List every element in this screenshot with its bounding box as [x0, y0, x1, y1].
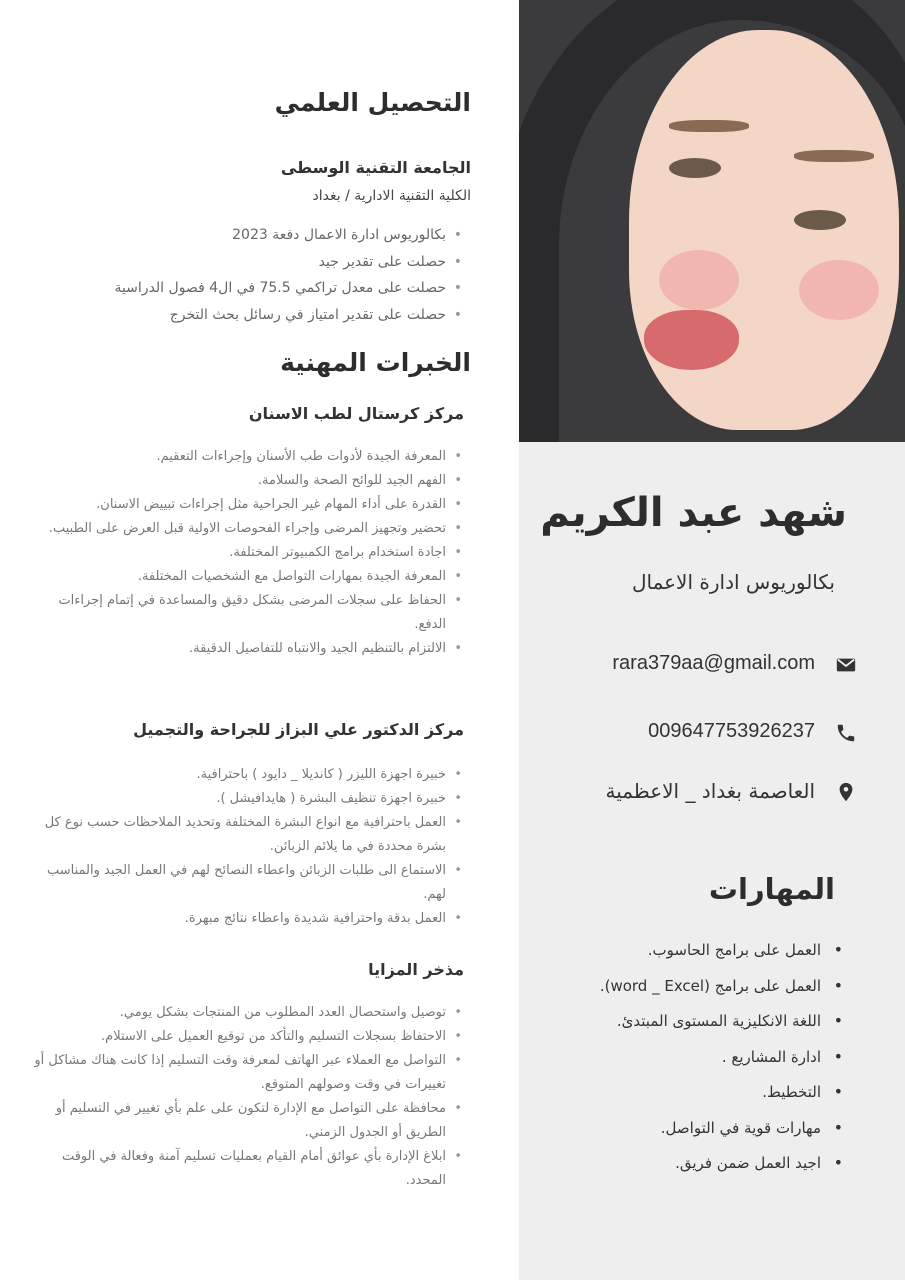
university-name: الجامعة التقنية الوسطى	[280, 158, 471, 177]
list-item: • الالتزام بالتنظيم الجيد والانتباه للتفاصيل الدقيقة.	[34, 637, 464, 661]
list-item: • خبيرة اجهزة تنظيف البشرة ( هايدافيشل ).	[34, 787, 464, 811]
list-item: • اجادة استخدام برامج الكمبيوتر المختلفة.	[34, 541, 464, 565]
scarf-shape	[519, 0, 905, 442]
college-name: الكلية التقنية الادارية / بغداد	[312, 188, 471, 204]
list-item: • ادارة المشاريع .	[545, 1045, 845, 1081]
phone-text[interactable]: 009647753926237	[648, 720, 815, 742]
address-row	[519, 775, 905, 809]
list-item: • الاستماع الى طلبات الزبائن واعطاء النصائح لهم في العمل الجيد والمناسب لهم.	[34, 859, 464, 907]
job-duties-list	[34, 763, 464, 931]
list-item: • العمل بدقة واحترافية شديدة واعطاء نتائج مبهرة.	[34, 907, 464, 931]
job-place: مذخر المزايا	[368, 960, 464, 979]
skills-list	[545, 938, 845, 1187]
job-place: مركز كرستال لطب الاسنان	[248, 404, 464, 423]
list-item: • المعرفة الجيدة لأدوات طب الأسنان وإجراءات التعقيم.	[34, 445, 464, 469]
education-title: التحصيل العلمي	[274, 88, 471, 117]
list-item: • الحفاظ على سجلات المرضى بشكل دقيق والمساعدة في إتمام إجراءات الدفع.	[34, 589, 464, 637]
job-duties-list	[34, 1001, 464, 1193]
list-item: • العمل على برامج الحاسوب.	[545, 938, 845, 974]
phone-row	[519, 716, 905, 750]
envelope-icon	[835, 654, 857, 676]
list-item: • الفهم الجيد للوائح الصحة والسلامة.	[34, 469, 464, 493]
email-row	[519, 648, 905, 682]
list-item: • حصلت على تقدير امتياز في رسائل بحث التخرج	[34, 302, 464, 329]
list-item: • مهارات قوية في التواصل.	[545, 1116, 845, 1152]
list-item: • المعرفة الجيدة بمهارات التواصل مع الشخصيات المختلفة.	[34, 565, 464, 589]
list-item: • التواصل مع العملاء عبر الهاتف لمعرفة وقت التسليم إذا كانت هناك مشاكل أو تغييرات في وقت وصولهم المتوقع.	[34, 1049, 464, 1097]
person-name: شهد عبد الكريم	[540, 490, 847, 536]
job-place: مركز الدكتور علي البزاز للجراحة والتجميل	[133, 720, 464, 739]
list-item: • حصلت على معدل تراكمي 75.5 في ال4 فصول الدراسية	[34, 275, 464, 302]
person-degree: بكالوريوس ادارة الاعمال	[631, 570, 835, 594]
list-item: • اجيد العمل ضمن فريق.	[545, 1151, 845, 1187]
skills-title: المهارات	[708, 872, 835, 906]
list-item: • خبيرة اجهزة الليزر ( كانديلا _ دايود ) باحترافية.	[34, 763, 464, 787]
list-item: • توصيل واستحصال العدد المطلوب من المنتجات بشكل يومي.	[34, 1001, 464, 1025]
list-item: • ابلاغ الإدارة بأي عوائق أمام القيام بعمليات تسليم آمنة وفعالة في الوقت المحدد.	[34, 1145, 464, 1193]
education-list	[34, 222, 464, 328]
list-item: • اللغة الانكليزية المستوى المبتدئ.	[545, 1009, 845, 1045]
list-item: • العمل باحترافية مع انواع البشرة المختلفة وتحديد الملاحظات حسب نوع كل بشرة محددة في ما يلائم الزبائن.	[34, 811, 464, 859]
address-text: العاصمة بغداد _ الاعظمية	[605, 779, 815, 803]
experience-title: الخبرات المهنية	[280, 348, 471, 377]
list-item: • بكالوريوس ادارة الاعمال دفعة 2023	[34, 222, 464, 249]
list-item: • الاحتفاظ بسجلات التسليم والتأكد من توقيع العميل على الاستلام.	[34, 1025, 464, 1049]
location-pin-icon	[835, 781, 857, 803]
list-item: • تحضير وتجهيز المرضى وإجراء الفحوصات الاولية قبل العرض على الطبيب.	[34, 517, 464, 541]
sidebar	[519, 0, 905, 1280]
list-item: • القدرة على أداء المهام غير الجراحية مثل إجراءات تبييض الاسنان.	[34, 493, 464, 517]
list-item: • محافظة على التواصل مع الإدارة لتكون على علم بأي تغيير في التسليم أو الطريق أو الجدول الزمني.	[34, 1097, 464, 1145]
list-item: • العمل على برامج (word _ Excel).	[545, 974, 845, 1010]
email-text[interactable]: rara379aa@gmail.com	[612, 652, 815, 674]
phone-icon	[835, 722, 857, 744]
list-item: • حصلت على تقدير جيد	[34, 249, 464, 276]
profile-photo	[519, 0, 905, 442]
job-duties-list	[34, 445, 464, 661]
list-item: • التخطيط.	[545, 1080, 845, 1116]
